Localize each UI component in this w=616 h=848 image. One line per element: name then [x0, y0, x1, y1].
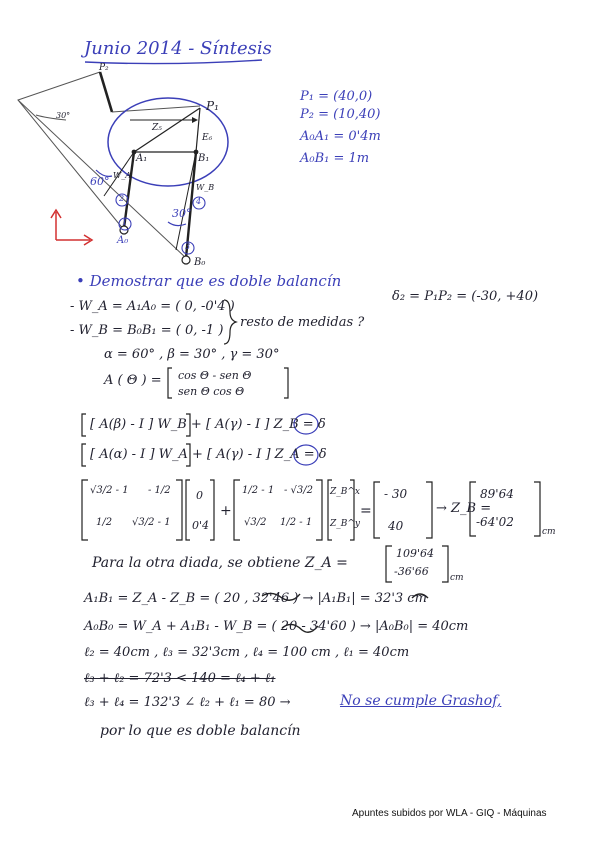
label-b1: B₁	[198, 153, 210, 164]
zb-bracket-right	[534, 482, 540, 536]
rotation-bracket-left	[168, 368, 172, 398]
matrix1-a22: √3/2 - 1	[132, 517, 171, 528]
resto-text: resto de medidas ?	[240, 315, 365, 330]
zb-arrow-label: → Z_B =	[436, 501, 492, 516]
rhs-bracket-left	[374, 482, 380, 538]
za-unit: cm	[450, 573, 464, 583]
wa-line-text: - W_A = A₁A₀ = ( 0, -0'4 )	[70, 299, 235, 314]
other-dyad-text: Para la otra diada, se obtiene Z_A =	[92, 555, 348, 571]
label-angle-30: 30°	[172, 207, 192, 220]
matrix1-a12: - 1/2	[148, 485, 171, 496]
rotation-row-2: sen Θ cos Θ	[178, 385, 245, 398]
vector-z-a	[134, 108, 200, 152]
struck-line: ℓ₃ + ℓ₂ = 72'3 < 140 = ℓ₄ + ℓ₁	[84, 671, 276, 686]
matrix2-a11: 1/2 - 1	[242, 485, 275, 496]
a1b1-line: A₁B₁ = Z_A - Z_B = ( 20 , 32'46 ) → |A₁B₁| = 32'3 cm	[84, 591, 427, 606]
angles-line: α = 60° , β = 30° , γ = 30°	[104, 347, 280, 362]
objective-line: • Demostrar que es doble balancín	[76, 272, 342, 290]
label-wb: W_B	[196, 183, 215, 192]
angle-arc-30	[168, 222, 186, 226]
loop-label-2: 2	[119, 194, 125, 203]
label-p2: P₂	[99, 63, 109, 73]
label-p1: P₁	[206, 99, 219, 113]
loop-label-3: 3	[185, 242, 191, 251]
matrix1-bracket-left	[82, 480, 88, 540]
label-angle-30-top: 30°	[56, 111, 71, 120]
za-bracket-right	[442, 546, 448, 582]
vector-w-bracket-right	[210, 480, 214, 540]
equation-2: [ A(α) - I ] W_A + [ A(γ) - I ] Z_A = δ	[90, 447, 327, 462]
equals-sign: =	[360, 503, 372, 519]
matrix2-a21: √3/2	[244, 517, 267, 528]
given-p2: P₂ = (10,40)	[300, 107, 381, 122]
footer-credit: Apuntes subidos por WLA - GIQ - Máquinas	[352, 808, 547, 819]
rotation-row-1: cos Θ - sen Θ	[178, 369, 252, 382]
za-bracket-left	[386, 546, 392, 582]
zb-unit: cm	[542, 527, 556, 537]
rhs-bracket-right	[426, 482, 432, 538]
matrix2-bracket-right	[316, 480, 322, 540]
vector-w-bracket-left	[186, 480, 190, 540]
vector-w-1: 0'4	[192, 519, 210, 532]
page-title: Junio 2014 - Síntesis	[84, 38, 272, 59]
rotation-bracket-right	[284, 368, 288, 398]
wb-line-text: - W_B = B₀B₁ = ( 0, -1 )	[70, 323, 224, 338]
eq2-bracket-a	[82, 444, 86, 466]
lengths-line: ℓ₂ = 40cm , ℓ₃ = 32'3cm , ℓ₄ = 100 cm , ℓ₁ = 40cm	[84, 645, 410, 660]
equation-1: [ A(β) - I ] W_B + [ A(γ) - I ] Z_B = δ	[90, 417, 326, 432]
a0b0-line: A₀B₀ = W_A + A₁B₁ - W_B = ( 20 - 34'60 ) → |A₀B₀| = 40cm	[84, 619, 469, 634]
loop-label-1: 1	[122, 218, 128, 227]
loop-label-4: 4	[196, 197, 202, 206]
matrix2-a22: 1/2 - 1	[280, 517, 313, 528]
matrix1-bracket-right	[176, 480, 182, 540]
vector-w-0: 0	[196, 489, 203, 502]
label-wa: W_A	[113, 171, 131, 180]
rotation-label: A ( Θ ) =	[104, 373, 162, 388]
grashof-right: No se cumple Grashof,	[340, 693, 502, 709]
given-p1: P₁ = (40,0)	[300, 89, 373, 104]
title-underline	[85, 60, 262, 64]
conclusion-line: por lo que es doble balancín	[100, 723, 301, 739]
joint-b0	[182, 256, 190, 264]
rhs-1: 40	[388, 519, 404, 533]
plus-sign: +	[220, 503, 232, 519]
given-a0b1: A₀B₁ = 1m	[300, 151, 370, 166]
vector-z-0: Z_B^x	[330, 487, 360, 497]
label-e6: E₆	[202, 133, 213, 143]
zb-0: 89'64	[480, 487, 514, 501]
label-angle-60: 60°	[90, 175, 110, 188]
link-a0-a1	[124, 152, 134, 228]
arrowhead-z5	[192, 117, 198, 123]
grashof-left: ℓ₃ + ℓ₄ = 132'3 ∠ ℓ₂ + ℓ₁ = 80 →	[84, 695, 291, 710]
matrix2-a12: - √3/2	[284, 485, 314, 496]
rhs-0: - 30	[384, 487, 408, 501]
label-a1: A₁	[136, 153, 148, 164]
zb-1: -64'02	[476, 515, 514, 529]
link-p2	[100, 72, 112, 112]
label-b0: B₀	[194, 257, 206, 268]
given-a0a1: A₀A₁ = 0'4m	[300, 129, 381, 144]
eq1-bracket-a	[82, 414, 86, 436]
delta-line: δ₂ = P₁P₂ = (-30, +40)	[392, 289, 539, 304]
matrix2-bracket-left	[234, 480, 240, 540]
za-0: 109'64	[396, 547, 435, 560]
vector-z-1: Z_B^y	[330, 519, 360, 529]
vector-e6	[196, 108, 200, 152]
label-a0: A₀	[117, 235, 129, 246]
matrix1-a21: 1/2	[96, 517, 113, 528]
matrix1-a11: √3/2 - 1	[90, 485, 129, 496]
label-z5: Z₅	[152, 123, 162, 133]
za-1: -36'66	[394, 565, 429, 578]
